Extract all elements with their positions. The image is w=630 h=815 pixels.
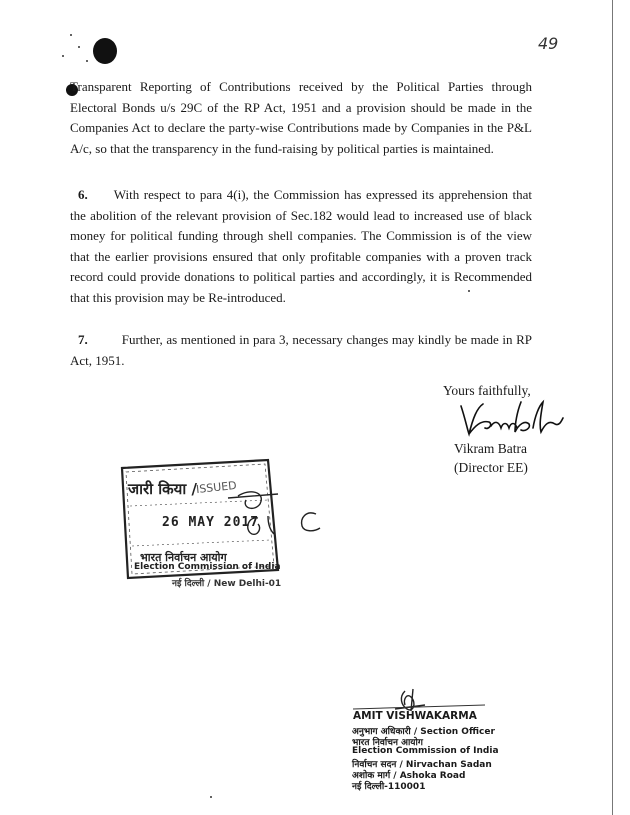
seal-org-english: Election Commission of India [352,746,499,756]
seal-org-hindi: भारत निर्वाचन आयोग [352,738,423,748]
seal-road: अशोक मार्ग / Ashoka Road [352,771,466,781]
paragraph-number: 6. [78,187,88,202]
seal-city: नई दिल्ली-110001 [352,782,426,792]
stamp-date: 26 MAY 2017 [162,515,260,530]
paragraph-number: 7. [78,332,88,347]
page-edge-line [612,0,613,815]
stamp-issued-english: ISSUED [195,478,238,497]
speck [78,46,80,48]
signer-title: (Director EE) [454,460,528,475]
seal-officer-name: AMIT VISHWAKARMA [353,710,477,722]
handwritten-signature [455,398,565,443]
stamp-issued-hindi: जारी किया / [128,480,197,498]
speck [468,290,470,292]
speck [62,55,64,57]
punch-hole [93,38,117,64]
signer-name: Vikram Batra [454,441,528,456]
paragraph-7 [70,330,532,371]
speck [70,34,72,36]
paragraph-6 [70,185,532,308]
stamp-org-hindi: भारत निर्वाचन आयोग [140,551,227,564]
paragraph-text: Further, as mentioned in para 3, necessary changes may kindly be made in RP Act, 1951. [70,332,532,368]
seal-designation: अनुभाग अधिकारी / Section Officer [352,727,495,737]
speck [86,60,88,62]
seal-building: निर्वाचन सदन / Nirvachan Sadan [352,760,492,770]
speck [210,796,212,798]
closing-salutation: Yours faithfully, [443,383,531,398]
signer-block [454,439,528,477]
paragraph-electoral-bonds: Transparent Reporting of Contributions received by the Political Parties through Electoral Bonds u/s 29C of the RP Act, 1951 and a provision should be made in the Companies Act to declare the party-wise Contributions made by Companies in the P&L A/c, so that the transparency in the fund-raising by political parties is maintained. [70,79,532,156]
handwritten-c-mark [296,508,326,534]
stamp-city: नई दिल्ली / New Delhi-01 [172,579,282,589]
stamp-org-english: Election Commission of India [134,562,281,572]
page-number: 49 [538,34,559,53]
paragraph-text: With respect to para 4(i), the Commission has expressed its apprehension that the abolition of the relevant provision of Sec.182 would lead to increased use of black money for political funding through shell companies. The Commission is of the view that the earlier provisions ensured that only profitable companies with a proven track record could provide donations to political parties and accordingly, it is Recommended that this provision may be Re-introduced. [70,187,532,305]
